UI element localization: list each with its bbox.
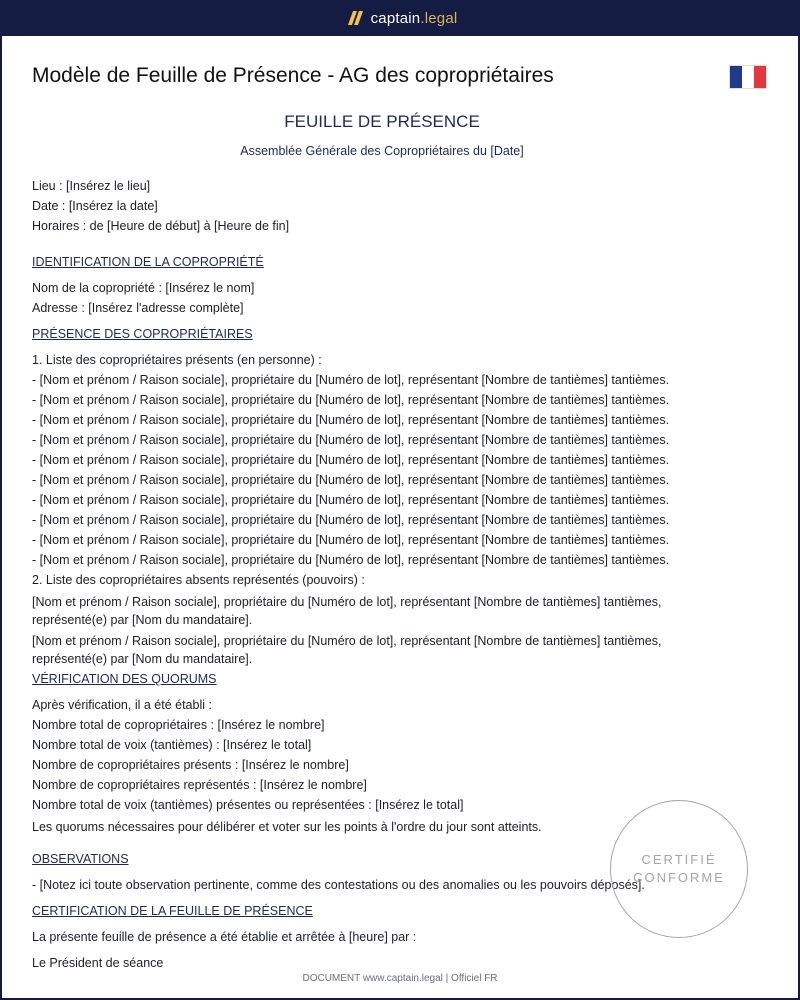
document-title: Modèle de Feuille de Présence - AG des copropriétaires xyxy=(32,64,554,87)
list-item: - [Nom et prénom / Raison sociale], propriétaire du [Numéro de lot], représentant [Nombre de tantièmes] tantièmes. xyxy=(32,393,670,407)
list1-title: 1. Liste des copropriétaires présents (en personne) : xyxy=(32,353,322,367)
france-flag-icon xyxy=(729,65,767,89)
observation-line: - [Notez ici toute observation pertinente, comme des contestations ou des anomalies ou les pouvoirs déposés]. xyxy=(32,878,645,892)
section-heading-certification: CERTIFICATION DE LA FEUILLE DE PRÉSENCE xyxy=(32,904,313,918)
sheet-subtitle: Assemblée Générale des Copropriétaires du [Date] xyxy=(240,144,524,158)
stamp-line: CERTIFIÉ xyxy=(641,852,717,867)
list-item: - [Nom et prénom / Raison sociale], propriétaire du [Numéro de lot], représentant [Nombre de tantièmes] tantièmes. xyxy=(32,533,670,547)
sheet-title: FEUILLE DE PRÉSENCE xyxy=(284,112,480,131)
list-item: - [Nom et prénom / Raison sociale], propriétaire du [Numéro de lot], représentant [Nombre de tantièmes] tantièmes. xyxy=(32,373,670,387)
intro-line: Lieu : [Insérez le lieu] xyxy=(32,179,151,193)
list-item: - [Nom et prénom / Raison sociale], propriétaire du [Numéro de lot], représentant [Nombre de tantièmes] tantièmes. xyxy=(32,413,670,427)
section-heading-quorums: VÉRIFICATION DES QUORUMS xyxy=(32,672,217,686)
brand-name: captain.legal xyxy=(370,9,458,27)
list-item: - [Nom et prénom / Raison sociale], propriétaire du [Numéro de lot], représentant [Nombre de tantièmes] tantièmes. xyxy=(32,433,670,447)
quorum-line: Nombre total de voix (tantièmes) : [Insérez le total] xyxy=(32,738,312,752)
footer-text: DOCUMENT www.captain.legal | Officiel FR xyxy=(302,973,498,984)
quorum-line: Nombre de copropriétaires présents : [Insérez le nombre] xyxy=(32,758,349,772)
certification-line: La présente feuille de présence a été établie et arrêtée à [heure] par : xyxy=(32,930,417,944)
identification-line: Adresse : [Insérez l'adresse complète] xyxy=(32,301,244,315)
certified-stamp xyxy=(610,800,748,938)
quorum-line: Après vérification, il a été établi : xyxy=(32,698,212,712)
captain-logo-icon xyxy=(343,10,363,26)
president-line: Le Président de séance xyxy=(32,956,164,970)
section-heading-observations: OBSERVATIONS xyxy=(32,852,129,866)
section-heading-identification: IDENTIFICATION DE LA COPROPRIÉTÉ xyxy=(32,255,264,269)
stamp-line: CONFORME xyxy=(633,870,725,885)
brand-logo[interactable] xyxy=(343,10,458,27)
quorum-line: Les quorums nécessaires pour délibérer et voter sur les points à l'ordre du jour sont atteints. xyxy=(32,820,542,834)
intro-line: Horaires : de [Heure de début] à [Heure de fin] xyxy=(32,219,290,233)
list-item: - [Nom et prénom / Raison sociale], propriétaire du [Numéro de lot], représentant [Nombre de tantièmes] tantièmes. xyxy=(32,513,670,527)
top-bar xyxy=(0,0,800,36)
section-heading-presence: PRÉSENCE DES COPROPRIÉTAIRES xyxy=(32,327,253,341)
list-item: - [Nom et prénom / Raison sociale], propriétaire du [Numéro de lot], représentant [Nombre de tantièmes] tantièmes. xyxy=(32,473,670,487)
list-item: [Nom et prénom / Raison sociale], propriétaire du [Numéro de lot], représentant [Nombre de tantièmes] tantièmes, représenté(e) par [Nom du mandataire]. xyxy=(32,595,662,627)
quorum-line: Nombre de copropriétaires représentés : [Insérez le nombre] xyxy=(32,778,367,792)
list-item: - [Nom et prénom / Raison sociale], propriétaire du [Numéro de lot], représentant [Nombre de tantièmes] tantièmes. xyxy=(32,553,670,567)
list-item: [Nom et prénom / Raison sociale], propriétaire du [Numéro de lot], représentant [Nombre de tantièmes] tantièmes, représenté(e) par [Nom du mandataire]. xyxy=(32,634,662,666)
list-item: - [Nom et prénom / Raison sociale], propriétaire du [Numéro de lot], représentant [Nombre de tantièmes] tantièmes. xyxy=(32,453,670,467)
list-item: - [Nom et prénom / Raison sociale], propriétaire du [Numéro de lot], représentant [Nombre de tantièmes] tantièmes. xyxy=(32,493,670,507)
quorum-line: Nombre total de copropriétaires : [Insérez le nombre] xyxy=(32,718,325,732)
quorum-line: Nombre total de voix (tantièmes) présentes ou représentées : [Insérez le total] xyxy=(32,798,464,812)
identification-line: Nom de la copropriété : [Insérez le nom] xyxy=(32,281,255,295)
list2-title: 2. Liste des copropriétaires absents représentés (pouvoirs) : xyxy=(32,573,365,587)
intro-line: Date : [Insérez la date] xyxy=(32,199,158,213)
